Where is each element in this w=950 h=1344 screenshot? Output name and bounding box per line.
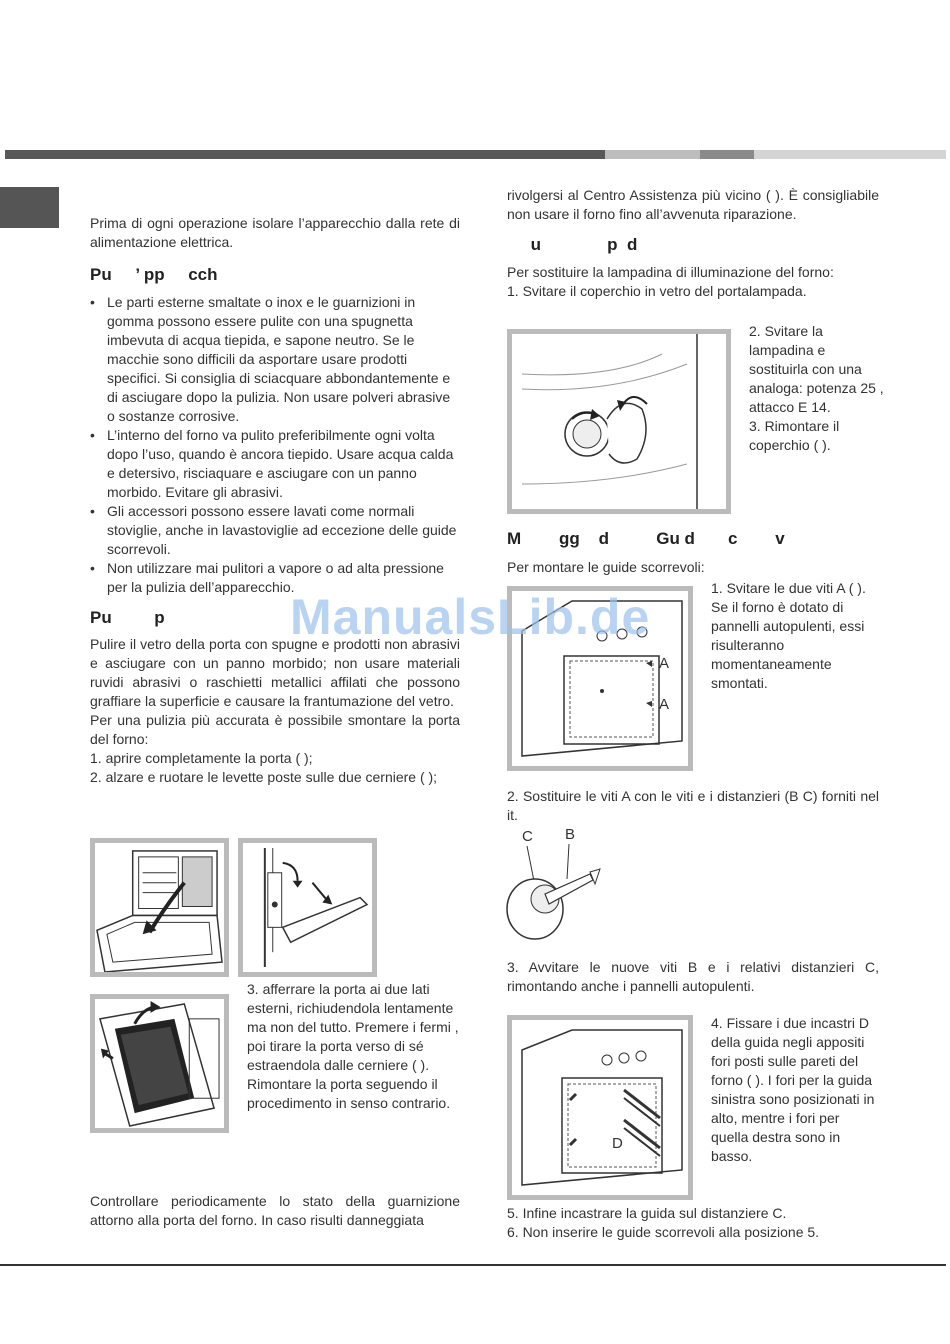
service-text: rivolgersi al Centro Assistenza più vicino ( ). È consigliabile non usare il forno fino all’avvenuta riparazione. [507, 187, 879, 222]
door-text-2: Per una pulizia più accurata è possibile smontare la porta del forno: [90, 712, 460, 747]
lamp-steps-2-3 [749, 322, 884, 455]
header-bar-mid [700, 150, 754, 159]
section-heading-lamp: u p d [507, 235, 638, 254]
list-item: • Non utilizzare mai pulitori a vapore o ad alta pressione per la pulizia dell’apparecchio. [90, 559, 460, 597]
guide-step-4: 4. Fissare i due incastri D della guida negli appositi fori posti sulle pareti del forno ( ). I fori per la guida sinistra sono posizionati in alto, mentre i fori per quella destra sono in basso. [711, 1015, 875, 1164]
list-item: • Gli accessori possono essere lavati come normali stoviglie, anche in lavastoviglie ad eccezione delle guide scorrevoli. [90, 502, 460, 559]
door-text-1: Pulire il vetro della porta con spugne e prodotti non abrasivi e asciugare con un panno morbido; non usare materiali ruvidi abrasivi o raschietti metallici affilati che possono graffiare la superficie e causare la frantumazione del vetro. [90, 636, 460, 709]
gasket-paragraph: Controllare periodicamente lo stato della guarnizione attorno alla porta del forno. In caso risulti danneggiata [90, 1193, 460, 1228]
cleaning-bullets [90, 293, 460, 597]
lamp-step-3: 3. Rimontare il coperchio ( ). [749, 418, 840, 453]
oven-guides-figure [507, 1015, 693, 1200]
list-item: • Le parti esterne smaltate o inox e le guarnizioni in gomma possono essere pulite con una spugnetta imbevuta di acqua tiepida, e sapone neutro. Se le macchie sono difficili da asportare usare prodotti specifici. Si consiglia di sciacquare abbondantemente e di asciugare dopo la pulizia. Non usare polveri abrasive o sostanze corrosive. [90, 293, 460, 426]
header-bar-dark [5, 150, 605, 159]
label-c: C [522, 828, 533, 845]
header-bar-light [605, 150, 700, 159]
guide-step-2: 2. Sostituire le viti A con le viti e i distanzieri (B C) forniti nel it. [507, 788, 879, 823]
section-heading-appliance: Pu ’ pp cch [90, 265, 218, 284]
lamp-step-1: 1. Svitare il coperchio in vetro del portalampada. [507, 283, 807, 299]
lamp-step-2: 2. Svitare la lampadina e sostituirla con una analoga: potenza 25 , attacco E 14. [749, 323, 884, 415]
door-step-3: 3. afferrare la porta ai due lati esterni, richiudendola lentamente ma non del tutto. Premere i fermi , poi tirare la porta verso di sé estraendola dalle cerniere ( ). Rimontare la porta seguendo il procedimento in senso contrario. [247, 981, 459, 1111]
door-open-figure [90, 838, 229, 977]
right-column-top [507, 186, 879, 301]
label-b: B [565, 826, 576, 843]
intro-text: Prima di ogni operazione isolare l’apparecchio dalla rete di alimentazione elettrica. [90, 215, 460, 250]
gasket-text [90, 1192, 460, 1230]
label-d: D [612, 1135, 623, 1152]
watermark: ManualsLib.de [290, 589, 651, 645]
section-heading-guides: M gg d Gu d c v [507, 529, 785, 548]
left-column [90, 214, 460, 787]
language-tab [0, 187, 59, 228]
lamp-intro: Per sostituire la lampadina di illuminazione del forno: [507, 264, 834, 280]
screw-spacer-figure [505, 824, 605, 944]
hinge-lever-figure [238, 838, 377, 977]
label-a-lower: A [659, 696, 670, 713]
guide-step-6: 6. Non inserire le guide scorrevoli alla posizione 5. [507, 1224, 820, 1240]
guide-step-3: 3. Avvitare le nuove viti B e i relativi distanzieri C, rimontando anche i pannelli autopulenti. [507, 959, 879, 994]
guide-step-3-wrap [507, 958, 879, 996]
door-removal-figure [90, 994, 229, 1133]
guides-section [507, 529, 879, 577]
lamp-figure [507, 329, 731, 514]
section-heading-door: Pu p [90, 608, 165, 627]
guide-step-5: 5. Infine incastrare la guida sul distanziere C. [507, 1205, 787, 1221]
guide-step-1: 1. Svitare le due viti A ( ). Se il forno è dotato di pannelli autopulenti, essi risulteranno momentaneamente smontati. [711, 580, 866, 691]
list-item: • L’interno del forno va pulito preferibilmente ogni volta dopo l’uso, quando è ancora tiepido. Usare acqua calda e detersivo, risciaquare e asciugare con un panno morbido. Evitare gli abrasivi. [90, 426, 460, 502]
door-step-2: 2. alzare e ruotare le levette poste sulle due cerniere ( ); [90, 769, 438, 785]
guide-step-2-wrap [507, 787, 879, 825]
header-bar-pale [754, 150, 946, 159]
guides-intro: Per montare le guide scorrevoli: [507, 559, 705, 575]
door-step-1: 1. aprire completamente la porta ( ); [90, 750, 313, 766]
guide-steps-5-6 [507, 1204, 879, 1242]
bottom-rule [0, 1264, 946, 1266]
label-a-upper: A [659, 655, 670, 672]
